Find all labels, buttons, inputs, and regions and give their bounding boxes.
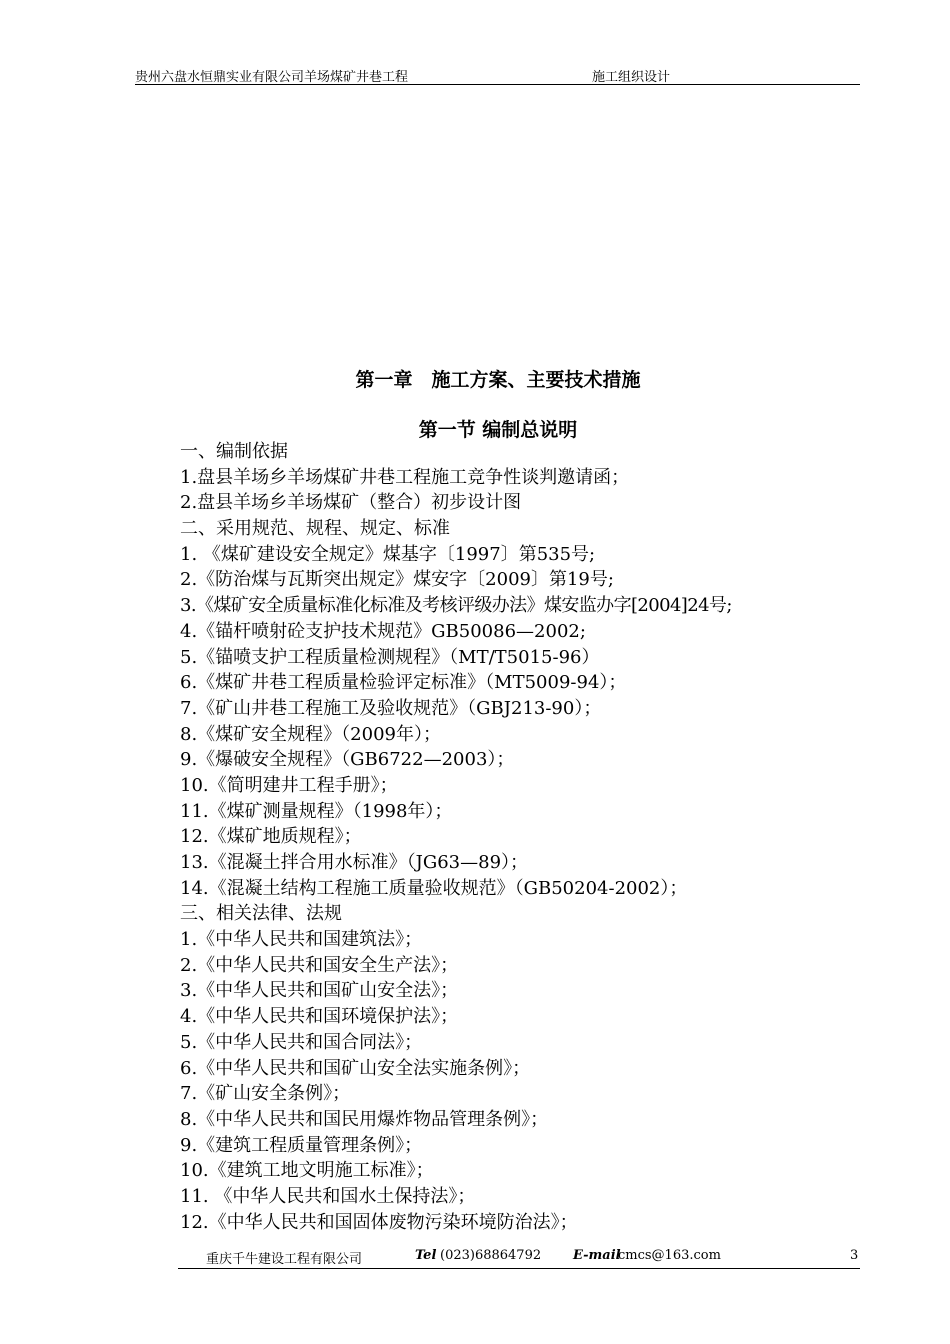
page-footer	[178, 1244, 860, 1269]
section-title: 第一节 编制总说明	[418, 419, 578, 441]
list-item: 5.《锚喷支护工程质量检测规程》（MT/T5015-96）	[180, 646, 600, 668]
list-item: 12.《中华人民共和国固体废物污染环境防治法》；	[180, 1211, 578, 1233]
list-item: 9.《爆破安全规程》（GB6722—2003）；	[180, 749, 515, 771]
list-item: 2.《防治煤与瓦斯突出规定》煤安字〔2009〕第19号;	[180, 569, 614, 591]
list-item: 4.《中华人民共和国环境保护法》；	[180, 1006, 459, 1028]
list-item: 6.《中华人民共和国矿山安全法实施条例》；	[180, 1057, 531, 1079]
heading-laws: 三、相关法律、法规	[180, 903, 342, 925]
list-item: 10.《简明建井工程手册》；	[180, 774, 398, 796]
footer-email: cmcs@163.com	[618, 1248, 721, 1263]
footer-company: 重庆千牛建设工程有限公司	[206, 1252, 363, 1267]
list-item: 1.盘县羊场乡羊场煤矿井巷工程施工竞争性谈判邀请函；	[180, 466, 630, 488]
footer-tel-label: Tel	[415, 1248, 437, 1263]
list-item: 12.《煤矿地质规程》；	[180, 826, 362, 848]
list-item: 8.《煤矿安全规程》（2009年）；	[180, 723, 441, 745]
list-item: 11. 《中华人民共和国水土保持法》；	[180, 1185, 476, 1207]
list-item: 3.《中华人民共和国矿山安全法》；	[180, 980, 459, 1002]
list-item: 8.《中华人民共和国民用爆炸物品管理条例》；	[180, 1108, 549, 1130]
footer-tel: (023)68864792	[440, 1248, 542, 1263]
list-item: 6.《煤矿井巷工程质量检验评定标准》（MT5009-94）；	[180, 672, 627, 694]
list-item: 7.《矿山井巷工程施工及验收规范》（GBJ213-90）；	[180, 697, 602, 719]
list-item: 1. 《煤矿建设安全规定》煤基字〔1997〕第535号;	[180, 543, 596, 565]
list-item: 10.《建筑工地文明施工标准》；	[180, 1160, 434, 1182]
page-header	[135, 64, 860, 85]
list-item: 7.《矿山安全条例》；	[180, 1083, 351, 1105]
header-document-type: 施工组织设计	[592, 70, 671, 85]
document-body	[180, 439, 900, 1235]
list-item: 11.《煤矿测量规程》（1998年）；	[180, 800, 453, 822]
list-item: 4.《锚杆喷射砼支护技术规范》GB50086—2002;	[180, 620, 586, 642]
list-item: 2.《中华人民共和国安全生产法》；	[180, 954, 459, 976]
list-item: 13.《混凝土拌合用水标准》（JG63—89）；	[180, 852, 529, 873]
list-item: 14.《混凝土结构工程施工质量验收规范》（GB50204-2002）；	[180, 877, 688, 899]
list-item: 2.盘县羊场乡羊场煤矿（整合）初步设计图	[180, 492, 522, 514]
page-number: 3	[850, 1248, 859, 1263]
header-project-name: 贵州六盘水恒鼎实业有限公司羊场煤矿井巷工程	[135, 70, 409, 85]
heading-basis: 一、编制依据	[180, 441, 288, 462]
list-item: 1.《中华人民共和国建筑法》；	[180, 929, 423, 951]
list-item: 3.《煤矿安全质量标准化标准及考核评级办法》煤安监办字[2004]24号;	[180, 595, 732, 617]
list-item: 9.《建筑工程质量管理条例》；	[180, 1134, 423, 1156]
heading-standards: 二、采用规范、规程、规定、标准	[180, 518, 450, 540]
chapter-title: 第一章 施工方案、主要技术措施	[355, 369, 641, 391]
footer-email-label: E-mail	[573, 1248, 621, 1263]
list-item: 5.《中华人民共和国合同法》；	[180, 1031, 423, 1053]
